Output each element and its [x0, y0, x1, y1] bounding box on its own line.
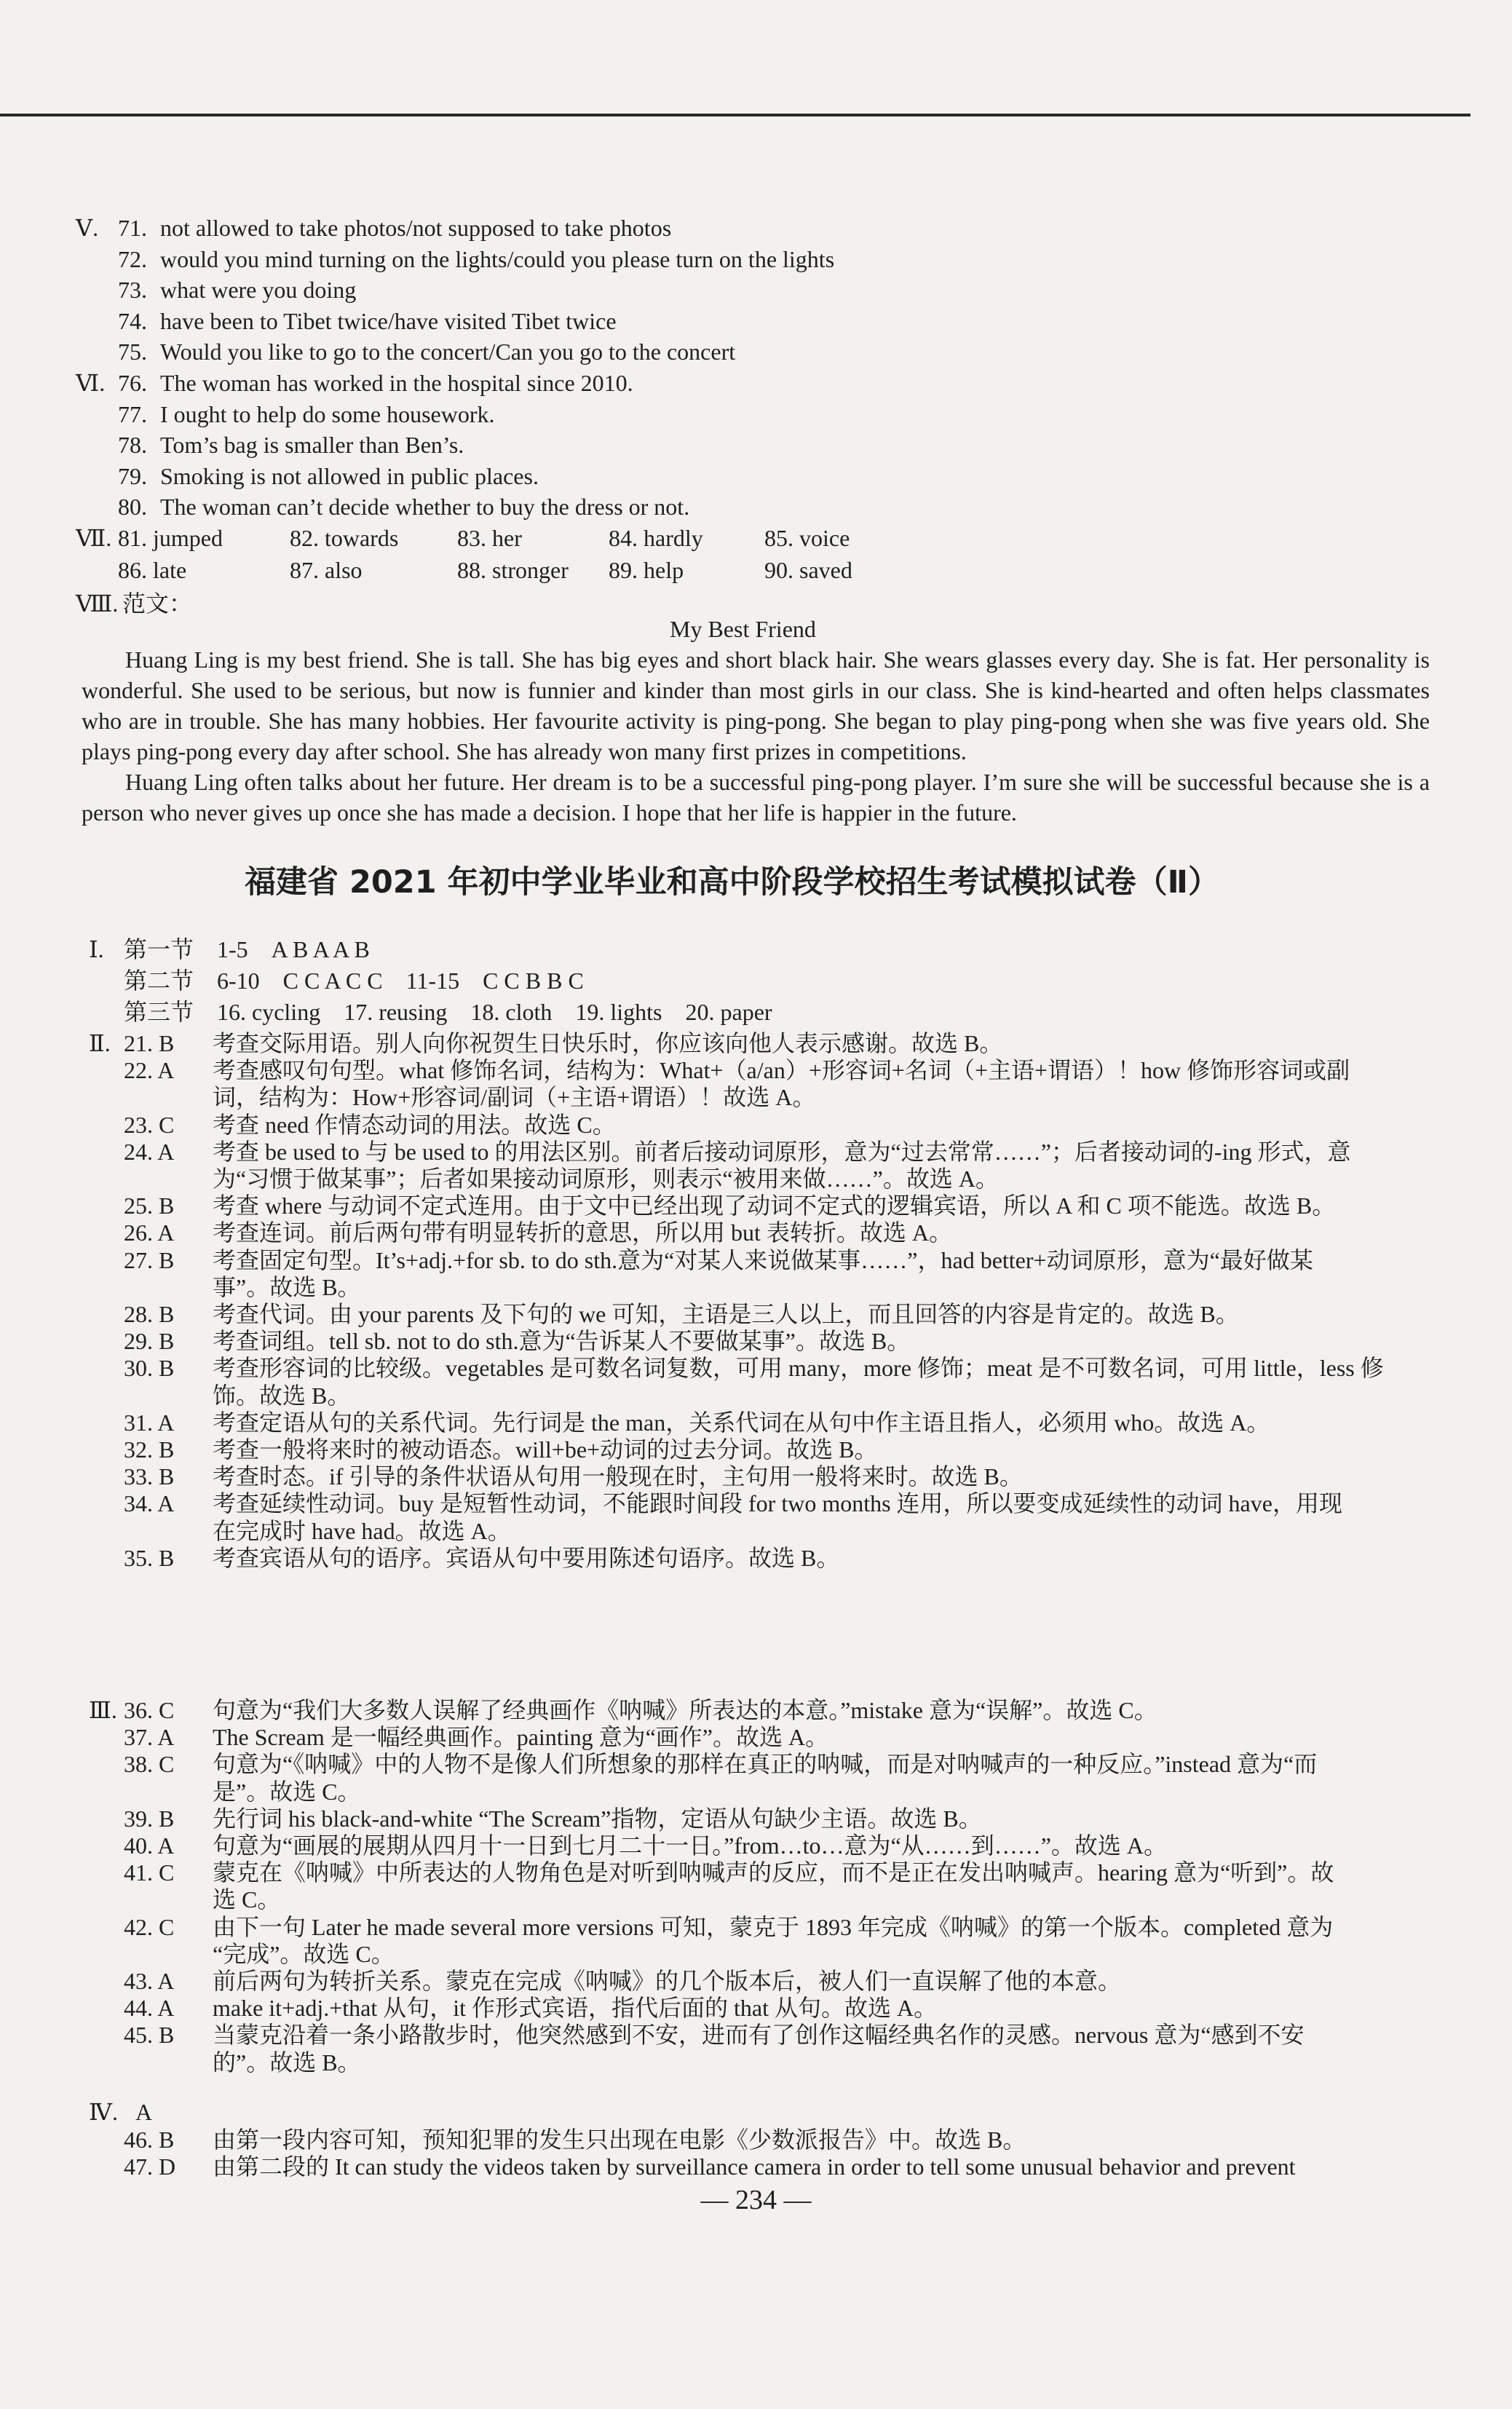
question-answer: 42. C [124, 1913, 175, 1940]
question-answer: 47. D [124, 2153, 176, 2180]
explanation-line: “完成”。故选 C。 [213, 1940, 395, 1967]
part-1-roman: Ⅰ. [89, 936, 104, 962]
question-answer: 37. A [124, 1724, 175, 1751]
explanation-line: 考查 where 与动词不定式连用。由于文中已经出现了动词不定式的逻辑宾语，所以 A 和 C 项不能选。故选 B。 [213, 1192, 1336, 1219]
explanation-line: 当蒙克沿着一条小路散步时，他突然感到不安，进而有了创作这幅经典名作的灵感。nervous 意为“感到不安 [213, 2022, 1305, 2049]
question-answer: 35. B [124, 1544, 175, 1571]
question-answer: 44. A [124, 1995, 175, 2022]
explanation-line: 由下一句 Later he made several more versions 可知，蒙克于 1893 年完成《呐喊》的第一个版本。completed 意为 [213, 1913, 1334, 1940]
question-answer: 45. B [124, 2022, 175, 2049]
question-answer: 33. B [124, 1463, 175, 1490]
explanation-line: The Scream 是一幅经典画作。painting 意为“画作”。故选 A。 [213, 1724, 829, 1751]
question-answer: 38. C [124, 1751, 175, 1778]
question-answer: 28. B [124, 1301, 175, 1327]
explanation-line: 为“习惯于做某事”；后者如果接动词原形，则表示“被用来做……”。故选 A。 [213, 1166, 999, 1192]
part-1-line: 第二节 6-10 C C A C C 11-15 C C B B C [124, 968, 584, 994]
item-number: 79. [118, 462, 147, 489]
item-number: 74. [118, 307, 147, 334]
explanation-line: 句意为“我们大多数人误解了经典画作《呐喊》所表达的本意。”mistake 意为“误解”。故选 C。 [213, 1697, 1157, 1723]
explanation-line: 考查固定句型。It’s+adj.+for sb. to do sth.意为“对某人来说做某事……”，had better+动词原形，意为“最好做某 [213, 1246, 1313, 1273]
section-7-roman: Ⅶ. [76, 525, 112, 551]
part-1-line: 第三节 16. cycling 17. reusing 18. cloth 19. lights 20. paper [124, 999, 772, 1025]
part-4-roman: Ⅳ. [89, 2099, 118, 2125]
explanation-line: 是”。故选 C。 [213, 1778, 361, 1805]
essay-paragraph-1: Huang Ling is my best friend. She is tall. She has big eyes and short black hair. She wears glasses every day. She is fat. Her personality is wonderful. She used to be serious, but now is funnier and kinder than most girls in our class. She is kind-hearted and often helps classmates who are in trouble. She has many hobbies. Her favourite activity is ping-pong. She began to play ping-pong when she was five years old. She plays ping-pong every day after school. She has already won many first prizes in competitions. [82, 646, 1430, 764]
explanation-line: 饰。故选 B。 [213, 1382, 351, 1409]
question-answer: 23. C [124, 1111, 175, 1138]
cloze-answer: 83. her [457, 525, 522, 551]
part-3-roman: Ⅲ. [89, 1697, 117, 1723]
part-1-line: 第一节 1-5 A B A A B [124, 936, 370, 962]
top-rule [0, 114, 1471, 116]
explanation-line: 考查词组。tell sb. not to do sth.意为“告诉某人不要做某事”。故选 B。 [213, 1328, 911, 1355]
explanation-line: 前后两句为转折关系。蒙克在完成《呐喊》的几个版本后，被人们一直误解了他的本意。 [213, 1968, 1122, 1994]
cloze-answer: 81. jumped [118, 525, 223, 551]
explanation-line: 在完成时 have had。故选 A。 [213, 1517, 511, 1544]
section-6-roman: Ⅵ. [76, 370, 106, 396]
item-answer: Would you like to go to the concert/Can you go to the concert [160, 339, 736, 365]
explanation-line: 考查代词。由 your parents 及下句的 we 可知，主语是三人以上，而且回答的内容是肯定的。故选 B。 [213, 1301, 1239, 1327]
item-answer: have been to Tibet twice/have visited Tibet twice [160, 307, 617, 334]
item-answer: I ought to help do some housework. [160, 400, 495, 427]
question-answer: 24. A [124, 1138, 175, 1165]
item-number: 80. [118, 494, 147, 520]
explanation-line: 考查 be used to 与 be used to 的用法区别。前者后接动词原形，意为“过去常常……”；后者接动词的-ing 形式，意 [213, 1138, 1351, 1165]
item-number: 75. [118, 339, 147, 365]
cloze-answer: 87. also [290, 557, 363, 583]
part-2-roman: Ⅱ. [89, 1030, 111, 1056]
item-number: 72. [118, 245, 147, 272]
item-answer: Tom’s bag is smaller than Ben’s. [160, 432, 464, 458]
cloze-answer: 88. stronger [457, 557, 569, 583]
page-number: — 234 — [700, 2185, 812, 2215]
item-answer: The woman has worked in the hospital since 2010. [160, 370, 633, 396]
explanation-line: 词，结构为：How+形容词/副词（+主语+谓语）！故选 A。 [213, 1084, 816, 1111]
explanation-line: 考查连词。前后两句带有明显转折的意思，所以用 but 表转折。故选 A。 [213, 1219, 953, 1246]
explanation-line: 句意为“《呐喊》中的人物不是像人们所想象的那样在真正的呐喊，而是对呐喊声的一种反应。”instead 意为“而 [213, 1751, 1318, 1778]
question-answer: 21. B [124, 1030, 175, 1056]
question-answer: 40. A [124, 1832, 175, 1859]
question-answer: 46. B [124, 2127, 175, 2153]
explanation-line: 先行词 his black-and-white “The Scream”指物，定语从句缺少主语。故选 B。 [213, 1805, 982, 1832]
explanation-line: make it+adj.+that 从句，it 作形式宾语，指代后面的 that 从句。故选 A。 [213, 1995, 938, 2022]
explanation-line: 考查时态。if 引导的条件状语从句用一般现在时，主句用一般将来时。故选 B。 [213, 1463, 1023, 1490]
question-answer: 29. B [124, 1328, 175, 1355]
explanation-line: 考查一般将来时的被动语态。will+be+动词的过去分词。故选 B。 [213, 1436, 878, 1463]
explanation-line: 句意为“画展的展期从四月十一日到七月二十一日。”from…to…意为“从……到……”。故选 A。 [213, 1832, 1168, 1859]
item-number: 78. [118, 432, 147, 458]
question-answer: 26. A [124, 1219, 175, 1246]
item-answer: not allowed to take photos/not supposed to take photos [160, 215, 672, 241]
item-number: 76. [118, 370, 147, 396]
item-number: 77. [118, 400, 147, 427]
explanation-line: 的”。故选 B。 [213, 2049, 361, 2076]
section-8-roman: Ⅷ. [76, 590, 119, 617]
exam-title: 福建省 2021 年初中学业毕业和高中阶段学校招生考试模拟试卷（Ⅱ） [245, 864, 1219, 901]
cloze-answer: 85. voice [764, 525, 850, 551]
question-answer: 22. A [124, 1057, 175, 1084]
item-number: 73. [118, 277, 147, 303]
item-answer: Smoking is not allowed in public places. [160, 462, 539, 489]
cloze-answer: 84. hardly [609, 525, 703, 551]
item-answer: what were you doing [160, 277, 357, 303]
section-8-label: 范文： [122, 590, 193, 617]
question-answer: 41. C [124, 1859, 175, 1886]
cloze-answer: 90. saved [764, 557, 852, 583]
cloze-answer: 89. help [609, 557, 684, 583]
essay-title: My Best Friend [670, 616, 816, 642]
explanation-line: 考查形容词的比较级。vegetables 是可数名词复数，可用 many，more 修饰；meat 是不可数名词，可用 little，less 修 [213, 1355, 1384, 1382]
question-answer: 30. B [124, 1355, 175, 1382]
explanation-line: 考查 need 作情态动词的用法。故选 C。 [213, 1111, 616, 1138]
question-answer: 43. A [124, 1968, 175, 1994]
cloze-answer: 82. towards [290, 525, 399, 551]
question-answer: 32. B [124, 1436, 175, 1463]
question-answer: 25. B [124, 1192, 175, 1219]
question-answer: 27. B [124, 1246, 175, 1273]
explanation-line: 考查定语从句的关系代词。先行词是 the man，关系代词在从句中作主语且指人，必须用 who。故选 A。 [213, 1409, 1270, 1436]
item-answer: would you mind turning on the lights/could you please turn on the lights [160, 245, 835, 272]
explanation-line: 由第二段的 It can study the videos taken by surveillance camera in order to tell some unusual behavior and prevent [213, 2153, 1296, 2180]
essay-paragraph-2: Huang Ling often talks about her future. Her dream is to be a successful ping-pong player. I’m sure she will be successful because she is a person who never gives up once she has made a decision. I hope that her life is happier in the future. [82, 769, 1430, 826]
item-number: 71. [118, 215, 147, 241]
explanation-line: 考查延续性动词。buy 是短暂性动词，不能跟时间段 for two months 连用，所以要变成延续性的动词 have，用现 [213, 1490, 1342, 1517]
item-answer: The woman can’t decide whether to buy the dress or not. [160, 494, 690, 520]
explanation-line: 蒙克在《呐喊》中所表达的人物角色是对听到呐喊声的反应，而不是正在发出呐喊声。hearing 意为“听到”。故 [213, 1859, 1334, 1886]
question-answer: 31. A [124, 1409, 175, 1436]
explanation-line: 考查感叹句句型。what 修饰名词，结构为：What+（a/an）+形容词+名词（+主语+谓语）！how 修饰形容词或副 [213, 1057, 1350, 1084]
question-answer: 36. C [124, 1697, 175, 1723]
explanation-line: 考查宾语从句的语序。宾语从句中要用陈述句语序。故选 B。 [213, 1544, 840, 1571]
explanation-line: 考查交际用语。别人向你祝贺生日快乐时，你应该向他人表示感谢。故选 B。 [213, 1030, 1003, 1056]
question-answer: 39. B [124, 1805, 175, 1832]
part-4-sub: A [135, 2099, 153, 2125]
question-answer: 34. A [124, 1490, 175, 1517]
cloze-answer: 86. late [118, 557, 187, 583]
explanation-line: 事”。故选 B。 [213, 1273, 361, 1300]
section-5-roman: Ⅴ. [76, 215, 99, 241]
explanation-line: 由第一段内容可知，预知犯罪的发生只出现在电影《少数派报告》中。故选 B。 [213, 2127, 1026, 2153]
explanation-line: 选 C。 [213, 1886, 281, 1913]
